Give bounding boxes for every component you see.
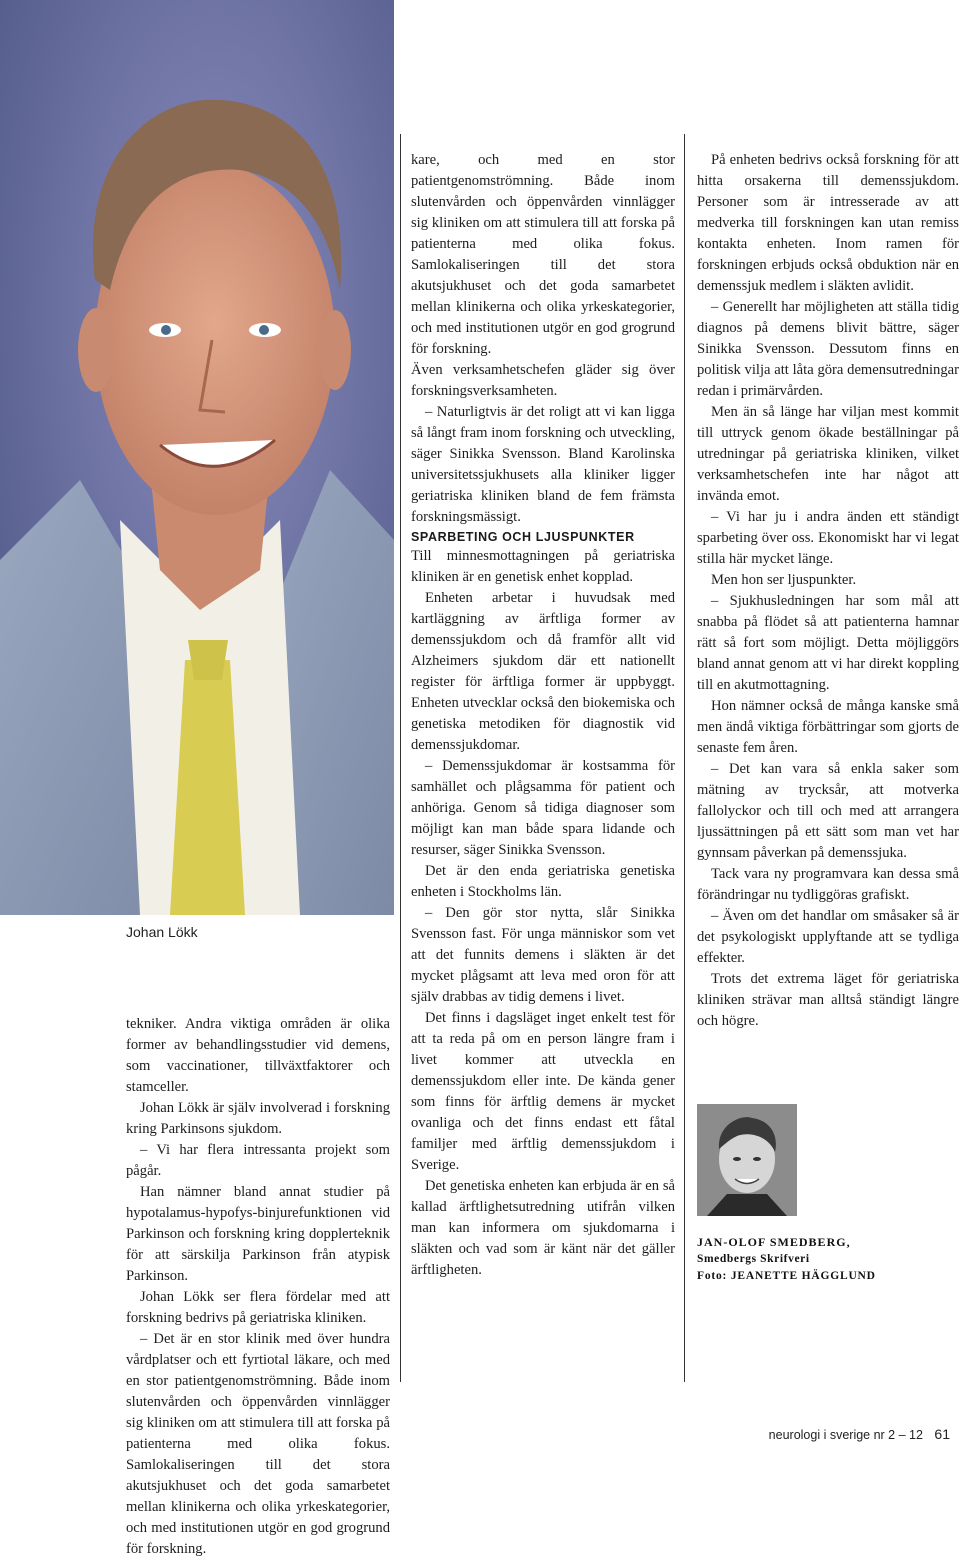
paragraph: – Även om det handlar om småsaker så är det psykologiskt upplyftande att se tydliga effekter. xyxy=(697,908,959,966)
paragraph: Även verksamhetschefen gläder sig över forskningsverksamheten. xyxy=(411,362,675,399)
article-column-3 xyxy=(697,150,959,1032)
page-footer xyxy=(769,1426,950,1442)
paragraph: – Det är en stor klinik med över hundra vårdplatser och ett fyrtiotal läkare, och med en stor patientgenomströmning. Både inom slutenvården och öppenvården vinnlägger sig kliniken om att stimulera till att forska på patienterna med olika fokus. Samlokaliseringen till det stora akutsjukhuset och det goda samarbetet mellan klinikerna och olika yrkeskategorier, och med institutionen utgör en god grogrund för forskning. xyxy=(126,1331,390,1557)
paragraph: Men hon ser ljuspunkter. xyxy=(711,572,857,588)
paragraph: På enheten bedrivs också forskning för att hitta orsakerna till demenssjukdom. Personer som är intresserade av att medverka till forskningen kan utan remiss kontakta enheten. Inom ramen för forskningen erbjuds också obduktion när en demenssjuk medlem i släkten avlidit. xyxy=(697,152,959,294)
author-organization: Smedbergs Skrifveri xyxy=(697,1253,810,1265)
paragraph: Trots det extrema läget för geriatriska kliniken strävar man alltså ständigt längre och högre. xyxy=(697,971,959,1029)
paragraph: – Demenssjukdomar är kostsamma för samhället och plågsamma för patient och anhöriga. Genom så tidiga diagnoser som möjligt kan man både spara lidande och resurser, säger Sinikka Svensson. xyxy=(411,758,675,858)
paragraph: Det finns i dagsläget inget enkelt test för att ta reda på om en person längre fram i livet kommer att utveckla en demenssjukdom eller inte. De kända gener som finns för ärftlig demens är mycket ovanliga och det finns endast ett fåtal familjer med ärftlig demenssjukdom i Sverige. xyxy=(411,1010,675,1173)
paragraph: Hon nämner också de många kanske små men ändå viktiga förbättringar som gjorts de senaste fem åren. xyxy=(697,698,959,756)
paragraph: Johan Lökk är själv involverad i forskning kring Parkinsons sjukdom. xyxy=(126,1100,390,1137)
paragraph: – Sjukhusledningen har som mål att snabba på flödet så att patienterna hamnar rätt så fort som möjligt. Detta möjliggörs bland annat genom att vi har direkt koppling till en akutmottagning. xyxy=(697,593,959,693)
paragraph: – Generellt har möjligheten att ställa tidig diagnos på demens blivit bättre, säger Sinikka Svensson. Dessutom finns en politisk vilja att låta göra demensutredningar redan i primärvården. xyxy=(697,299,959,399)
page-number: 61 xyxy=(934,1426,950,1442)
paragraph: Johan Lökk ser flera fördelar med att forskning bedrivs på geriatriska kliniken. xyxy=(126,1289,390,1326)
portrait-photo xyxy=(0,0,394,915)
author-photo xyxy=(697,1104,797,1216)
paragraph: – Vi har flera intressanta projekt som pågår. xyxy=(126,1142,390,1179)
portrait-caption: Johan Lökk xyxy=(126,924,198,940)
paragraph: – Det kan vara så enkla saker som mätning av trycksår, att motverka fallolyckor och till och med att arrangera ljussättningen på ett sätt som man vet har gynnsam påverkan på demenssjuka. xyxy=(697,761,959,861)
paragraph: tekniker. Andra viktiga områden är olika former av behandlingsstudier vid demens, som vaccinationer, tillväxtfaktorer och stamceller. xyxy=(126,1016,390,1095)
paragraph: – Naturligtvis är det roligt att vi kan ligga så långt fram inom forskning och utveckling, säger Sinikka Svensson. Bland Karolinska universitetssjukhusets alla kliniker ligger geriatriska kliniken bland de fem främsta forskningsmässigt. xyxy=(411,404,675,525)
article-column-1 xyxy=(126,1014,390,1557)
paragraph: Han nämner bland annat studier på hypotalamus-hypofys-binjurefunktionen vid Parkinson och forskning kring dopplerteknik för att särskilja Parkinson från atypisk Parkinson. xyxy=(126,1184,390,1284)
paragraph: Det genetiska enheten kan erbjuda är en så kallad ärftlighetsutredning utifrån vilken man kan informera om sjukdomarna i släkten och vad som är känt när det gäller ärftligheten. xyxy=(411,1178,675,1278)
article-column-2 xyxy=(411,150,675,1281)
paragraph: Det är den enda geriatriska genetiska enheten i Stockholms län. xyxy=(411,863,675,900)
column-divider xyxy=(400,134,401,1382)
publication-name: neurologi i sverige nr 2 – 12 xyxy=(768,1428,923,1442)
paragraph: Enheten arbetar i huvudsak med kartläggning av ärftliga former av demenssjukdom och då framför allt vid Alzheimers sjukdom där ett nationellt register för ärftliga former är uppbyggt. Enheten utvecklar också den biokemiska och genetiska metodiken för diagnostik vid demenssjukdomar. xyxy=(411,590,675,753)
paragraph: – Den gör stor nytta, slår Sinikka Svensson fast. För unga människor som vet att det funnits demens i släkten är det mycket plågsamt att leva med oron för att själv drabbas av tidig demens i livet. xyxy=(411,905,675,1005)
paragraph: Till minnesmottagningen på geriatriska kliniken är en genetisk enhet kopplad. xyxy=(411,548,675,585)
column-divider xyxy=(684,134,685,1382)
paragraph: Men än så länge har viljan mest kommit till uttryck genom ökade beställningar på utredningar på geriatriska kliniken, vilket verksamhetschefen inte har något att invända emot. xyxy=(697,404,959,504)
photo-credit: Foto: JEANETTE HÄGGLUND xyxy=(697,1270,876,1282)
section-subheading: SPARBETING OCH LJUSPUNKTER xyxy=(411,530,635,544)
byline xyxy=(697,1234,876,1285)
author-name: JAN-OLOF SMEDBERG, xyxy=(697,1235,851,1249)
paragraph: Tack vara ny programvara kan dessa små förändringar nu tydliggöras grafiskt. xyxy=(697,866,959,903)
paragraph: kare, och med en stor patientgenomströmning. Både inom slutenvården och öppenvården vinnlägger sig kliniken om att stimulera till att forska på patienterna med olika fokus. Samlokaliseringen till det stora akutsjukhuset och det goda samarbetet mellan klinikerna och olika yrkeskategorier, och med institutionen utgör en god grogrund för forskning. xyxy=(411,152,675,357)
paragraph: – Vi har ju i andra änden ett ständigt sparbeting över oss. Ekonomiskt har vi legat stilla här mycket länge. xyxy=(697,509,959,567)
